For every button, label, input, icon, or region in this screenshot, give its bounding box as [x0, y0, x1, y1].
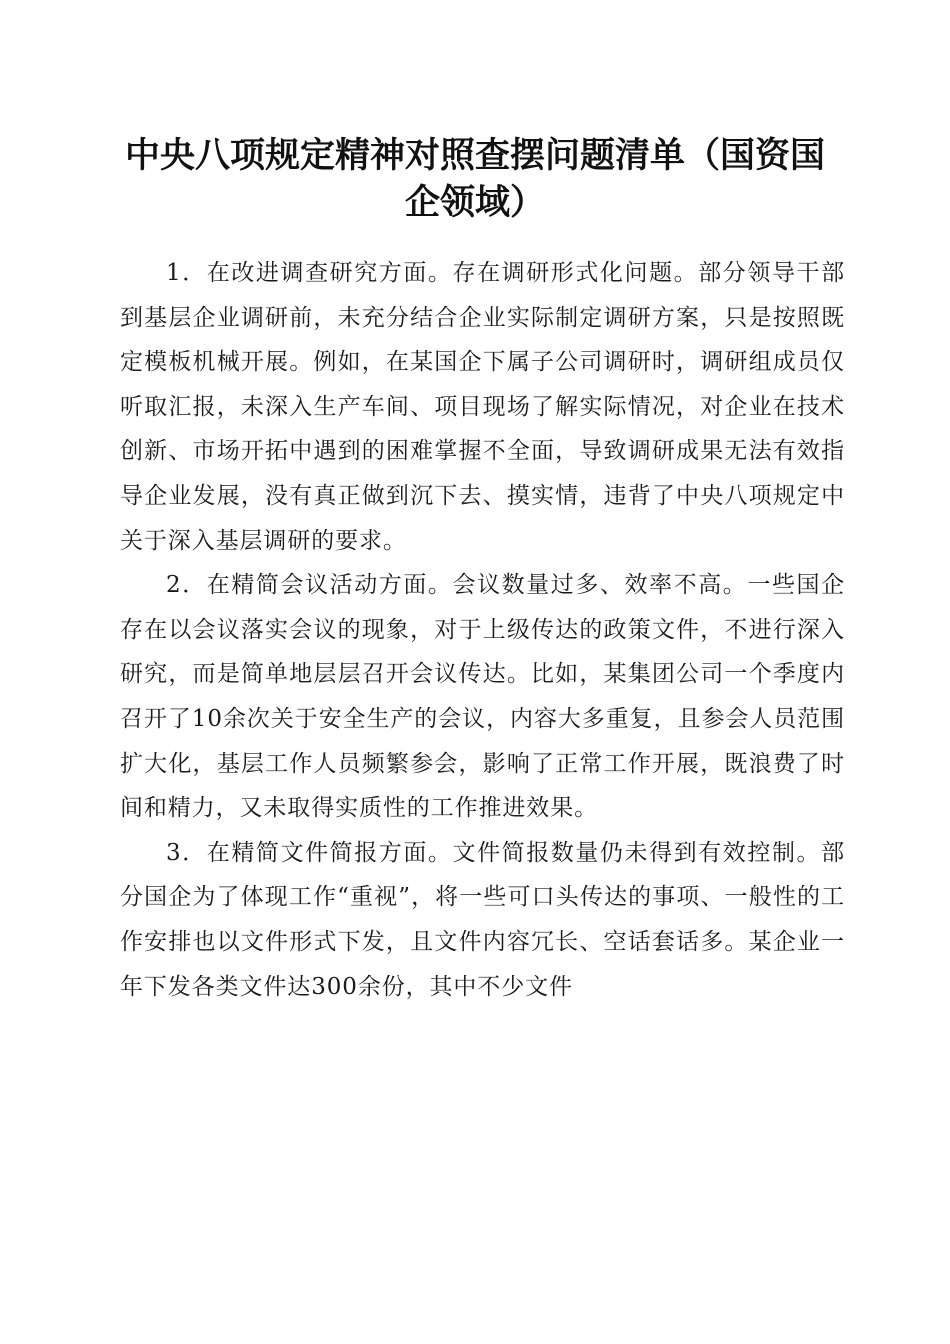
paragraph-1: 1．在改进调查研究方面。存在调研形式化问题。部分领导干部到基层企业调研前，未充分结合企业实际制定调研方案，只是按照既定模板机械开展。例如，在某国企下属子公司调研时，调研组成员仅听取汇报，未深入生产车间、项目现场了解实际情况，对企业在技术创新、市场开拓中遇到的困难掌握不全面，导致调研成果无法有效指导企业发展，没有真正做到沉下去、摸实情，违背了中央八项规定中关于深入基层调研的要求。 — [120, 260, 845, 554]
paragraph-3: 3．在精简文件简报方面。文件简报数量仍未得到有效控制。部分国企为了体现工作“重视”，将一些可口头传达的事项、一般性的工作安排也以文件形式下发，且文件内容冗长、空话套话多。某企业一年下发各类文件达300余份，其中不少文件 — [120, 839, 845, 1000]
paragraph-2: 2．在精简会议活动方面。会议数量过多、效率不高。一些国企存在以会议落实会议的现象，对于上级传达的政策文件，不进行深入研究，而是简单地层层召开会议传达。比如，某集团公司一个季度内召开了10余次关于安全生产的会议，内容大多重复，且参会人员范围扩大化，基层工作人员频繁参会，影响了正常工作开展，既浪费了时间和精力，又未取得实质性的工作推进效果。 — [120, 572, 845, 822]
document-title: 中央八项规定精神对照查摆问题清单（国资国企领域） — [124, 135, 825, 223]
document-body — [120, 251, 845, 1009]
